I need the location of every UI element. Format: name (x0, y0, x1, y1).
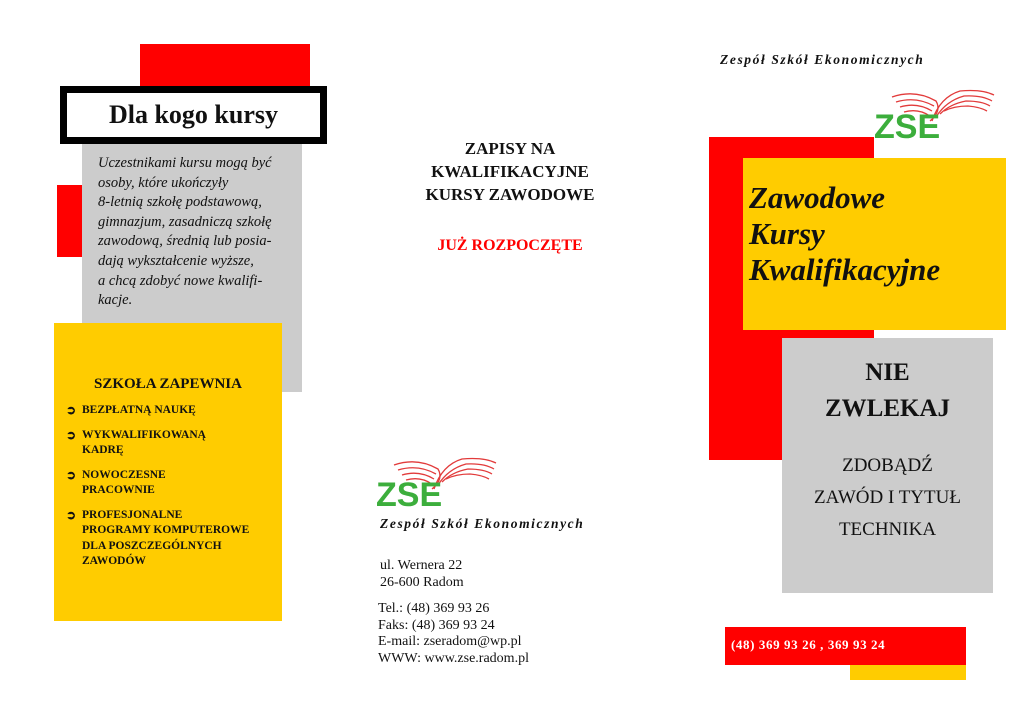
course-title (749, 180, 1004, 288)
subtext-line: ZDOBĄDŹ (842, 455, 933, 476)
phone-numbers: (48) 369 93 26 , 369 93 24 (731, 637, 886, 652)
address-line: 26-600 Radom (380, 574, 464, 590)
circled-arrow-icon: ➲ (66, 507, 77, 522)
school-address (380, 558, 464, 591)
list-item-line: PROGRAMY KOMPUTEROWE (82, 524, 250, 536)
paragraph-line: Uczestnikami kursu mogą być (98, 155, 272, 171)
school-name: Zespół Szkół Ekonomicznych (720, 52, 925, 67)
school-contacts (378, 601, 529, 667)
title-line: Kursy (749, 216, 825, 251)
zse-logo (870, 87, 1000, 145)
audience-title-box (60, 86, 327, 144)
subtext-line: ZAWÓD I TYTUŁ (814, 487, 961, 508)
slogan-panel (782, 338, 993, 593)
paragraph-line: osoby, które ukończyły (98, 174, 229, 191)
list-item (66, 468, 280, 499)
paragraph-line: zawodową, średnią lub posia- (98, 233, 272, 250)
audience-paragraph (98, 154, 298, 311)
course-title-panel (743, 158, 1006, 330)
paragraph-line: 8-letnią szkołę podstawową, (98, 194, 262, 211)
school-provides-panel (54, 323, 282, 621)
list-item-line: NOWOCZESNE (82, 468, 166, 481)
logo-text: ZSE (376, 476, 443, 513)
list-item-line: ZAWODÓW (82, 555, 146, 567)
title-line: Kwalifikacyjne (749, 252, 941, 287)
audience-title: Dla kogo kursy (108, 100, 279, 129)
benefits-list (66, 403, 280, 579)
slogan-line: ZWLEKAJ (824, 395, 951, 422)
list-item-line: WYKWALIFIKOWANĄ (82, 428, 206, 441)
list-item (66, 508, 280, 570)
slogan (782, 355, 993, 427)
slogan-line: NIE (865, 359, 910, 386)
enrollment-started: JUŻ ROZPOCZĘTE (437, 237, 583, 254)
paragraph-line: dają wykształcenie wyższe, (98, 252, 254, 269)
list-item-line: KADRĘ (82, 444, 124, 456)
paragraph-line: gimnazjum, zasadniczą szkołę (98, 213, 272, 230)
list-item-line: PROFESJONALNE (82, 508, 183, 521)
circled-arrow-icon: ➲ (66, 403, 77, 417)
list-item-line: DLA POSZCZEGÓLNYCH (82, 539, 222, 552)
contact-line: WWW: www.zse.radom.pl (378, 650, 529, 666)
enrollment-heading (380, 137, 640, 206)
heading-line: KURSY ZAWODOWE (425, 185, 595, 204)
zse-logo (372, 455, 502, 513)
circled-arrow-icon: ➲ (66, 467, 77, 482)
school-name: Zespół Szkół Ekonomicznych (380, 516, 585, 531)
contact-line: Faks: (48) 369 93 24 (378, 617, 495, 633)
decorative-red-block (57, 185, 85, 257)
contact-line: Tel.: (48) 369 93 26 (378, 601, 490, 616)
logo-text: ZSE (874, 108, 941, 145)
slogan-subtext (782, 450, 993, 546)
heading-line: ZAPISY NA (464, 139, 556, 158)
circled-arrow-icon: ➲ (66, 427, 77, 442)
paragraph-line: kacje. (98, 292, 133, 309)
title-line: Zawodowe (749, 180, 886, 215)
school-provides-title: SZKOŁA ZAPEWNIA (94, 376, 242, 392)
list-item-line: PRACOWNIE (82, 484, 155, 496)
heading-line: KWALIFIKACYJNE (431, 162, 589, 181)
list-item (66, 428, 280, 459)
list-item (66, 403, 280, 419)
contact-line: E-mail: zseradom@wp.pl (378, 634, 522, 649)
phone-bar (725, 627, 966, 665)
list-item-line: BEZPŁATNĄ NAUKĘ (82, 404, 196, 416)
paragraph-line: a chcą zdobyć nowe kwalifi- (98, 272, 263, 289)
address-line: ul. Wernera 22 (380, 558, 463, 573)
subtext-line: TECHNIKA (838, 519, 937, 540)
